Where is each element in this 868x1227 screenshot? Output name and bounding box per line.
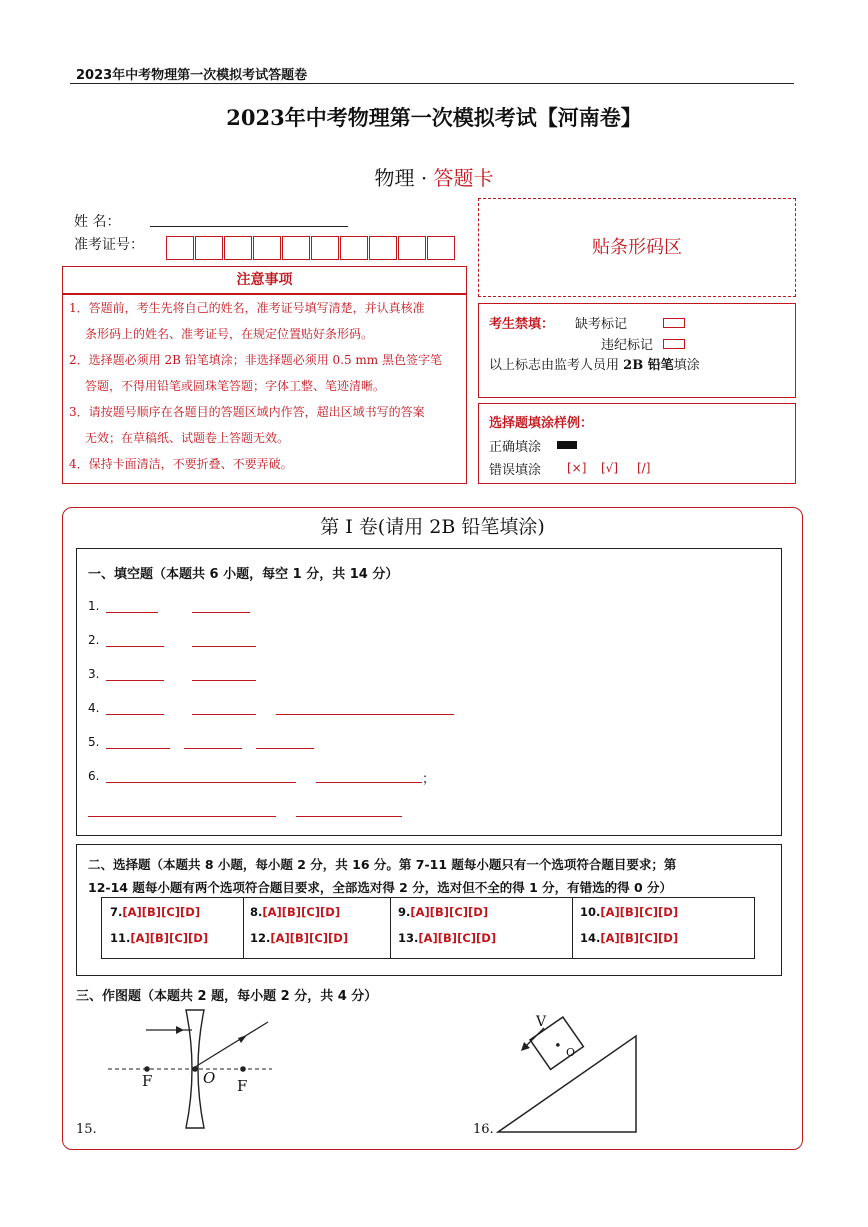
fill-number: 5. (88, 735, 100, 749)
choice-question[interactable] (110, 931, 208, 945)
subtitle-subject: 物理 (374, 166, 415, 190)
id-digit-box[interactable] (398, 236, 426, 260)
fill-title: 一、填空题（本题共 6 小题，每空 1 分，共 14 分） (88, 567, 399, 582)
fill-number: 3. (88, 667, 100, 681)
id-digit-box[interactable] (282, 236, 310, 260)
incident-ray-2 (195, 1022, 268, 1067)
forbidden-note-prefix: 以上标志由监考人员用 (489, 358, 620, 373)
absent-label: 缺考标记 (575, 317, 628, 332)
notice-title: 注意事项 (236, 272, 293, 288)
choice-title-line2: 12-14 题每小题有两个选项符合题目要求，全部选对得 2 分，选对但不全的得 1 分，有错选的得 0 分） (88, 880, 673, 895)
blank-line[interactable] (192, 612, 250, 613)
choice-options[interactable]: [A][B][C][D] (122, 905, 201, 919)
figure-15-lens[interactable] (100, 1008, 290, 1136)
blank-line[interactable] (106, 680, 164, 681)
choice-number: 10. (580, 905, 601, 919)
sample-wrong-mark: [√] (601, 461, 619, 475)
blank-line[interactable] (184, 748, 242, 749)
drawing-title: 三、作图题（本题共 2 题，每小题 2 分，共 4 分） (76, 989, 378, 1004)
barcode-area (478, 198, 796, 297)
fill-number: 2. (88, 633, 100, 647)
choice-question[interactable] (250, 905, 340, 919)
id-digit-box[interactable] (427, 236, 455, 260)
fill-number: 4. (88, 701, 100, 715)
forbidden-note-bold: 2B 铅笔 (623, 358, 674, 373)
sample-wrong-label: 错误填涂 (489, 463, 542, 478)
choice-grid (101, 897, 755, 959)
id-digit-box[interactable] (166, 236, 194, 260)
choice-options[interactable]: [A][B][C][D] (130, 931, 209, 945)
label-block-center: O (566, 1046, 576, 1059)
fill-number: 6. (88, 769, 100, 783)
sample-box (478, 403, 796, 484)
blank-line[interactable] (192, 714, 256, 715)
choice-question[interactable] (110, 905, 200, 919)
fill-section-box (76, 548, 782, 836)
notice-item: 条形码上的姓名、准考证号，在规定位置贴好条形码。 (85, 327, 374, 341)
blank-line[interactable] (256, 748, 314, 749)
choice-options[interactable]: [A][B][C][D] (410, 905, 489, 919)
choice-number: 12. (250, 931, 271, 945)
choice-number: 8. (250, 905, 263, 919)
blank-line[interactable] (192, 680, 256, 681)
choice-options[interactable]: [A][B][C][D] (600, 931, 679, 945)
page-subtitle (0, 162, 868, 191)
label-focus-left: F (142, 1072, 153, 1090)
grid-divider (572, 898, 573, 958)
choice-options[interactable]: [A][B][C][D] (262, 905, 341, 919)
choice-question[interactable] (250, 931, 348, 945)
id-digit-box[interactable] (311, 236, 339, 260)
sample-wrong-mark: [/] (637, 461, 651, 475)
id-label: 准考证号： (74, 237, 144, 253)
choice-number: 7. (110, 905, 123, 919)
choice-number: 11. (110, 931, 131, 945)
notice-box (62, 294, 467, 484)
barcode-label: 贴条形码区 (592, 237, 682, 258)
blank-line[interactable] (296, 816, 402, 817)
blank-line[interactable] (106, 646, 164, 647)
violation-mark-box[interactable] (663, 339, 685, 349)
notice-item: 1．答题前，考生先将自己的姓名，准考证号填写清楚，并认真核准 (69, 301, 425, 315)
subtitle-dot: · (420, 166, 428, 190)
id-digit-box[interactable] (224, 236, 252, 260)
optical-center-point (192, 1066, 198, 1072)
notice-item: 2．选择题必须用 2B 铅笔填涂；非选择题必须用 0.5 mm 黑色签字笔 (69, 353, 443, 367)
id-digit-box[interactable] (340, 236, 368, 260)
question-16-number: 16. (473, 1122, 494, 1137)
blank-line[interactable] (106, 714, 164, 715)
blank-line[interactable] (106, 748, 170, 749)
focus-point-left (144, 1066, 150, 1072)
choice-title-line1: 二、选择题（本题共 8 小题，每小题 2 分，共 16 分。第 7-11 题每小题只有一个选项符合题目要求；第 (88, 857, 677, 872)
choice-number: 14. (580, 931, 601, 945)
blank-line[interactable] (316, 782, 422, 783)
name-label: 姓 名： (74, 214, 121, 230)
id-digit-box[interactable] (369, 236, 397, 260)
choice-number: 13. (398, 931, 419, 945)
blank-line[interactable] (88, 816, 276, 817)
arrow-head (238, 1035, 247, 1043)
forbidden-label: 考生禁填： (489, 317, 555, 332)
grid-divider (243, 898, 244, 958)
choice-number: 9. (398, 905, 411, 919)
sample-correct-mark (557, 441, 577, 449)
figure-16-incline[interactable] (494, 1010, 644, 1136)
label-velocity: V (536, 1014, 547, 1030)
choice-question[interactable] (398, 931, 496, 945)
absent-mark-box[interactable] (663, 318, 685, 328)
sample-title: 选择题填涂样例： (489, 416, 594, 431)
choice-options[interactable]: [A][B][C][D] (270, 931, 349, 945)
label-focus-right: F (237, 1077, 248, 1095)
question-15-number: 15. (76, 1122, 97, 1137)
violation-label: 违纪标记 (601, 338, 654, 353)
sample-wrong-mark: [×] (567, 461, 587, 475)
header-divider (70, 83, 794, 84)
fill-number: 1. (88, 599, 100, 613)
page-title: 2023年中考物理第一次模拟考试【河南卷】 (226, 105, 642, 130)
subtitle-card: 答题卡 (433, 166, 494, 190)
blank-line[interactable] (276, 714, 454, 715)
focus-point-right (240, 1066, 246, 1072)
grid-divider (390, 898, 391, 958)
notice-item: 答题，不得用铅笔或圆珠笔答题；字体工整、笔迹清晰。 (85, 379, 386, 393)
sample-correct-label: 正确填涂 (489, 440, 542, 455)
choice-question[interactable] (398, 905, 488, 919)
choice-options[interactable]: [A][B][C][D] (418, 931, 497, 945)
id-digit-box[interactable] (195, 236, 223, 260)
blank-line[interactable] (192, 646, 256, 647)
forbidden-box (478, 303, 796, 398)
notice-item: 4．保持卡面清洁，不要折叠、不要弄破。 (69, 457, 293, 471)
running-header: 2023年中考物理第一次模拟考试答题卷 (76, 68, 308, 83)
choice-options[interactable]: [A][B][C][D] (600, 905, 679, 919)
fill-semicolon: ； (422, 772, 436, 787)
choice-question[interactable] (580, 931, 678, 945)
blank-line[interactable] (106, 612, 158, 613)
blank-line[interactable] (106, 782, 296, 783)
name-field[interactable] (150, 226, 348, 227)
notice-item: 3．请按题号顺序在各题目的答题区域内作答，超出区域书写的答案 (69, 405, 425, 419)
id-digit-box[interactable] (253, 236, 281, 260)
forbidden-note (489, 354, 700, 373)
notice-item: 无效；在草稿纸、试题卷上答题无效。 (85, 431, 290, 445)
forbidden-note-suffix: 填涂 (673, 358, 700, 373)
arrow-head (176, 1026, 184, 1034)
choice-question[interactable] (580, 905, 678, 919)
part1-title: 第 I 卷(请用 2B 铅笔填涂) (320, 516, 545, 538)
label-optical-center: O (203, 1069, 216, 1087)
